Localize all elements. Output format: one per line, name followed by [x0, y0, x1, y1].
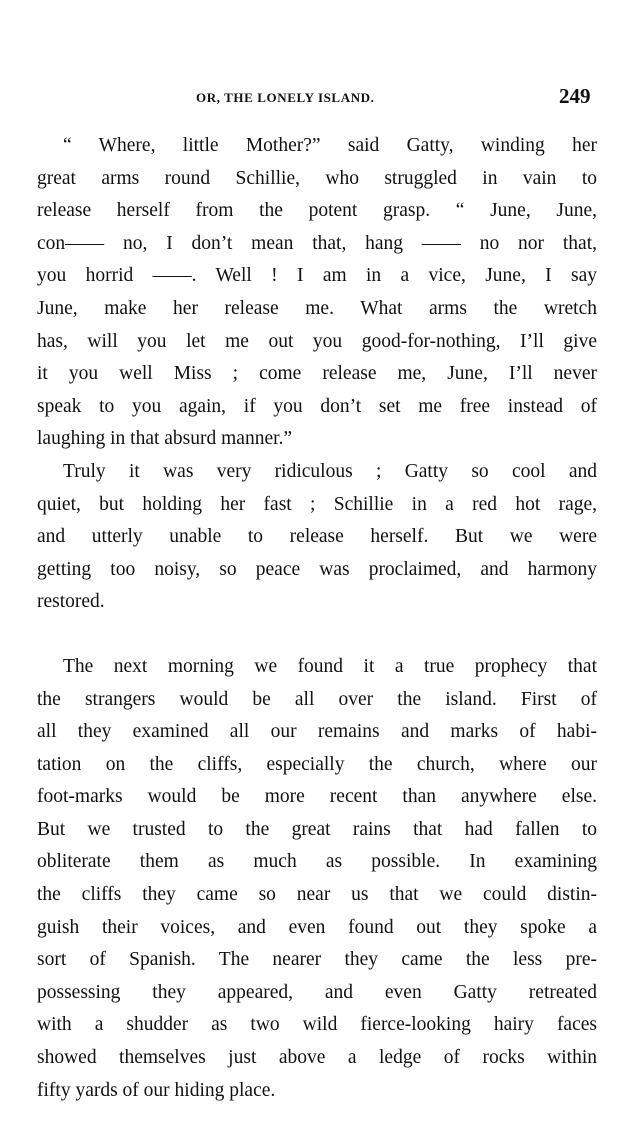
- running-title: OR, THE LONELY ISLAND.: [196, 90, 375, 105]
- text-line: laughing in that absurd manner.”: [37, 428, 293, 450]
- text-line: speak to you again, if you don’t set me free instead of: [37, 395, 597, 417]
- body-text: [37, 130, 597, 1107]
- text-line: guish their voices, and even found out they spoke a: [37, 916, 597, 938]
- text-line: con—— no, I don’t mean that, hang —— no nor that,: [37, 232, 597, 254]
- text-line: Truly it was very ridiculous ; Gatty so cool and: [63, 460, 597, 482]
- text-line: “ Where, little Mother?” said Gatty, winding her: [63, 135, 597, 156]
- text-line: it you well Miss ; come release me, June, I’ll never: [37, 363, 597, 385]
- text-line: The next morning we found it a true prophecy that: [63, 655, 597, 677]
- text-line: the cliffs they came so near us that we could distin-: [37, 884, 597, 906]
- paragraph-3: [37, 651, 597, 1107]
- text-line: fifty yards of our hiding place.: [37, 1079, 276, 1101]
- text-line: release herself from the potent grasp. “ June, June,: [37, 200, 597, 222]
- text-line: and utterly unable to release herself. But we were: [37, 526, 597, 548]
- text-line: showed themselves just above a ledge of rocks within: [37, 1047, 597, 1069]
- text-line: foot-marks would be more recent than anywhere else.: [37, 786, 597, 808]
- text-line: all they examined all our remains and marks of habi-: [37, 721, 597, 743]
- text-line: tation on the cliffs, especially the church, where our: [37, 753, 597, 775]
- paragraph-1: [37, 130, 597, 456]
- text-line: June, make her release me. What arms the wretch: [37, 297, 597, 319]
- text-line: restored.: [37, 591, 105, 613]
- text-line: with a shudder as two wild fierce-looking hairy faces: [37, 1014, 597, 1036]
- text-line: the strangers would be all over the island. First of: [37, 688, 597, 710]
- text-line: getting too noisy, so peace was proclaimed, and harmony: [37, 558, 597, 580]
- text-line: you horrid ——. Well ! I am in a vice, June, I say: [37, 265, 597, 287]
- text-line: possessing they appeared, and even Gatty retreated: [37, 981, 597, 1003]
- text-line: great arms round Schillie, who struggled in vain to: [37, 167, 597, 189]
- section-break: [37, 619, 597, 651]
- text-line: sort of Spanish. The nearer they came the less pre-: [37, 949, 597, 971]
- text-line: has, will you let me out you good-for-nothing, I’ll give: [37, 330, 597, 352]
- text-line: quiet, but holding her fast ; Schillie in a red hot rage,: [37, 493, 597, 515]
- paragraph-2: [37, 456, 597, 619]
- text-line: But we trusted to the great rains that had fallen to: [37, 818, 597, 840]
- page-header: [0, 84, 641, 112]
- text-line: obliterate them as much as possible. In examining: [37, 851, 597, 873]
- page-number: 249: [559, 84, 591, 108]
